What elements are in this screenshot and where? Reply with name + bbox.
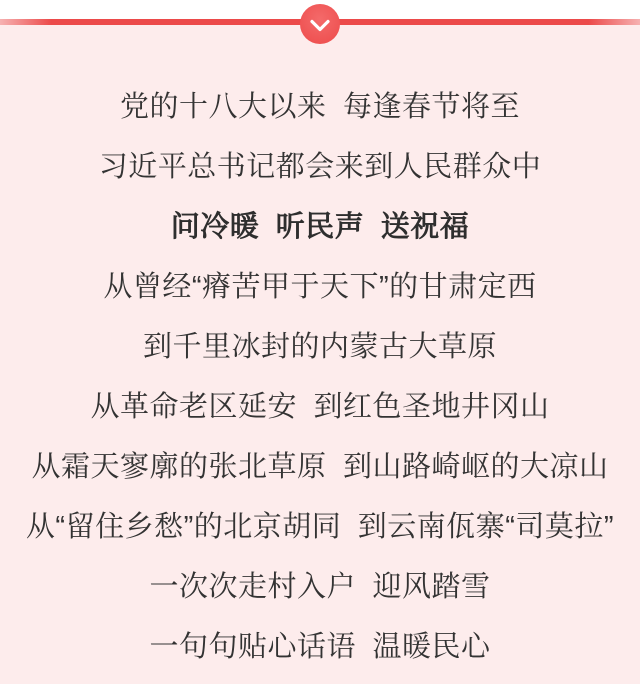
text-line-1: 党的十八大以来 每逢春节将至 [119, 91, 521, 123]
text-line-3-emphasis: 问冷暖 听民声 送祝福 [170, 211, 470, 243]
text-line-8: 从“留住乡愁”的北京胡同 到云南佤寨“司莫拉” [25, 511, 615, 543]
text-line-4: 从曾经“瘠苦甲于天下”的甘肃定西 [103, 271, 537, 303]
article-body [0, 25, 640, 684]
chevron-down-icon [309, 16, 331, 33]
text-line-10: 一句句贴心话语 温暖民心 [149, 631, 491, 663]
text-line-5: 到千里冰封的内蒙古大草原 [142, 331, 497, 363]
text-line-7: 从霜天寥廓的张北草原 到山路崎岖的大凉山 [31, 451, 609, 483]
text-line-2: 习近平总书记都会来到人民群众中 [98, 151, 542, 183]
text-line-6: 从革命老区延安 到红色圣地井冈山 [90, 391, 550, 423]
text-line-9: 一次次走村入户 迎风踏雪 [149, 571, 491, 603]
scroll-down-badge [300, 4, 340, 44]
